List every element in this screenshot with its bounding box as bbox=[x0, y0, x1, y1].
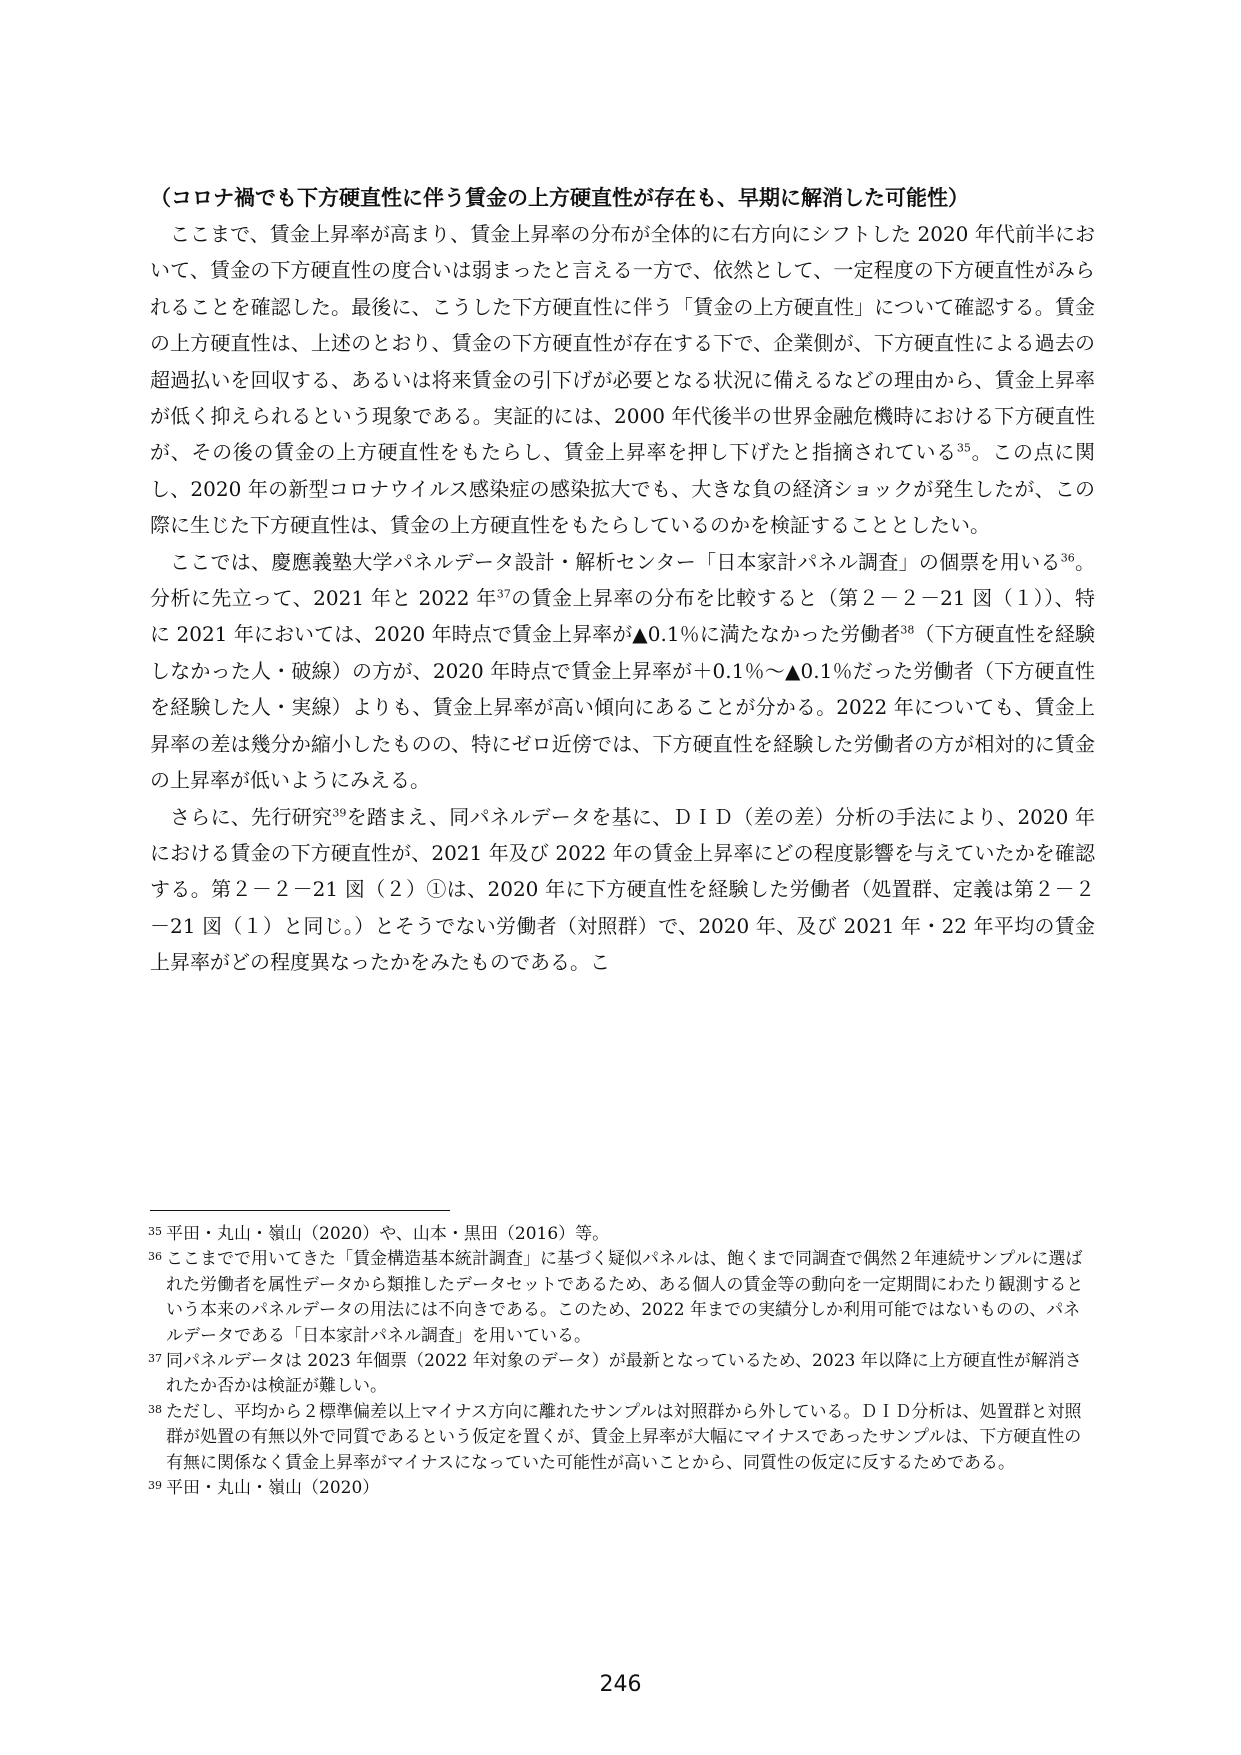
paragraph-text: ここでは、慶應義塾大学パネルデータ設計・解析センター「日本家計パネル調査」の個票を用いる bbox=[170, 549, 1061, 574]
paragraph-text: を踏まえ、同パネルデータを基に、ＤＩＤ（差の差）分析の手法により、2020 年における賃金の下方硬直性が、2021 年及び 2022 年の賃金上昇率にどの程度影響を与えていたかを確認する。第２－２－21 図（２）①は、2020 年に下方硬直性を経験した労働者（処置群、定義は第２－２－21 図（１）と同じ。）とそうでない労働者（対照群）で、2020 年、及び 2021 年・22 年平均の賃金上昇率がどの程度異なったかをみたものである。こ bbox=[150, 804, 1095, 975]
footnote-ref[interactable]: 36 bbox=[1060, 551, 1075, 564]
footnote bbox=[150, 1222, 1095, 1247]
footnote-number: 39 bbox=[148, 1479, 162, 1493]
footnote-number: 38 bbox=[148, 1402, 162, 1416]
footnote-ref[interactable]: 35 bbox=[956, 441, 971, 455]
footnote bbox=[150, 1247, 1095, 1349]
footnote-ref[interactable]: 37 bbox=[496, 587, 511, 601]
footnote bbox=[150, 1349, 1095, 1400]
footnote-number: 35 bbox=[148, 1225, 162, 1238]
paragraph-text: の賃金上昇率の分布を比較すると（第２－２－21 図（１））、特に 2021 年においては、2020 年時点で賃金上昇率が▲0.1％に満たなかった労働者 bbox=[150, 586, 1095, 647]
footnote-text: 平田・丸山・嶺山（2020）や、山本・黒田（2016）等。 bbox=[166, 1224, 610, 1244]
paragraph-text: （下方硬直性を経験しなかった人・破線）の方が、2020 年時点で賃金上昇率が＋0.1％～▲0.1％だった労働者（下方硬直性を経験した人・実線）よりも、賃金上昇率が高い傾向にあることが分かる。2022 年についても、賃金上昇率の差は幾分か縮小したものの、特にゼロ近傍では、下方硬直性を経験した労働者の方が相対的に賃金の上昇率が低いようにみえる。 bbox=[150, 622, 1096, 793]
footnote-divider bbox=[150, 1210, 450, 1211]
body-paragraph-1 bbox=[150, 216, 1095, 544]
paragraph-text: 。この点に関し、2020 年の新型コロナウイルス感染症の感染拡大でも、大きな負の経済ショックが発生したが、この際に生じた下方硬直性は、賃金の上方硬直性をもたらしているのかを検証することとしたい。 bbox=[150, 440, 1096, 538]
footnote-text: ただし、平均から２標準偏差以上マイナス方向に離れたサンプルは対照群から外している。ＤＩＤ分析は、処置群と対照群が処置の有無以外で同質であるという仮定を置くが、賃金上昇率が大幅にマイナスであったサンプルは、下方硬直性の有無に関係なく賃金上昇率がマイナスになっていた可能性が高いことから、同質性の仮定に反するためである。 bbox=[166, 1401, 1082, 1473]
section-heading: （コロナ禍でも下方硬直性に伴う賃金の上方硬直性が存在も、早期に解消した可能性） bbox=[150, 186, 969, 210]
paragraph-text: ここまで、賃金上昇率が高まり、賃金上昇率の分布が全体的に右方向にシフトした 2020 年代前半において、賃金の下方硬直性の度合いは弱まったと言える一方で、依然として、一定程度の下方硬直性がみられることを確認した。最後に、こうした下方硬直性に伴う「賃金の上方硬直性」について確認する。賃金の上方硬直性は、上述のとおり、賃金の下方硬直性が存在する下で、企業側が、下方硬直性による過去の超過払いを回収する、あるいは将来賃金の引下げが必要となる状況に備えるなどの理由から、賃金上昇率が低く抑えられるという現象である。実証的には、2000 年代後半の世界金融危機時における下方硬直性が、その後の賃金の上方硬直性をもたらし、賃金上昇率を押し下げたと指摘されている bbox=[150, 222, 1095, 465]
footnote bbox=[150, 1400, 1095, 1476]
paragraph-text: 。分析に先立って、2021 年と 2022 年 bbox=[150, 549, 1095, 611]
paragraph-text: さらに、先行研究 bbox=[170, 804, 333, 829]
footnote-text: ここまでで用いてきた「賃金構造基本統計調査」に基づく疑似パネルは、飽くまで同調査で偶然２年連続サンプルに選ばれた労働者を属性データから類推したデータセットであるため、ある個人の賃金等の動向を一定期間にわたり観測するという本来のパネルデータの用法には不向きである。このため、2022 年までの実績分しか利用可能ではないものの、パネルデータである「日本家計パネル調査」を用いている。 bbox=[166, 1249, 1084, 1346]
footnotes bbox=[150, 1222, 1095, 1501]
body-paragraph-3 bbox=[150, 799, 1095, 981]
footnote-number: 36 bbox=[148, 1250, 162, 1264]
footnote-text: 平田・丸山・嶺山（2020） bbox=[166, 1478, 380, 1499]
main-body bbox=[150, 180, 1095, 981]
footnote bbox=[150, 1476, 1095, 1501]
body-paragraph-2 bbox=[150, 544, 1095, 799]
page-number: 246 bbox=[599, 1672, 642, 1697]
footnote-number: 37 bbox=[148, 1352, 162, 1366]
footnote-text: 同パネルデータは 2023 年個票（2022 年対象のデータ）が最新となっているため、2023 年以降に上方硬直性が解消されたか否かは検証が難しい。 bbox=[166, 1351, 1082, 1397]
footnote-ref[interactable]: 39 bbox=[332, 805, 347, 819]
footnote-ref[interactable]: 38 bbox=[900, 623, 915, 637]
